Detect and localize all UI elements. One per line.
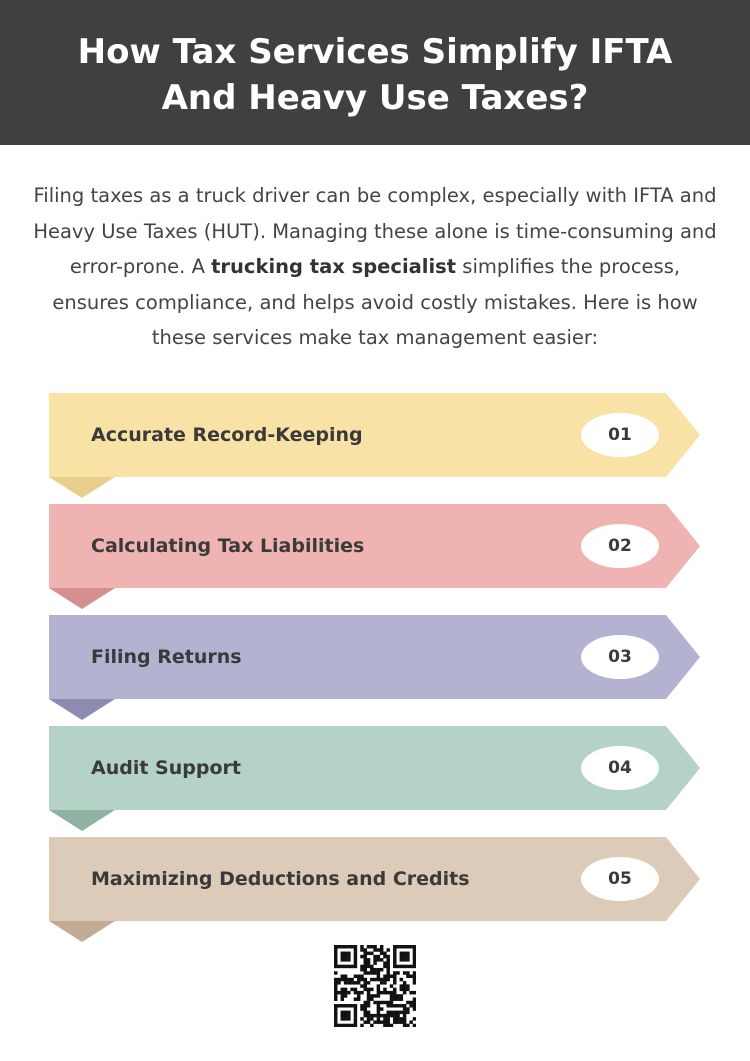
intro-link-trucking-tax-specialist[interactable]: trucking tax specialist [211,255,457,278]
step-1-number-badge: 01 [581,413,659,457]
step-4-fold-tab [49,810,115,831]
qr-code-graphic [334,945,416,1027]
header-banner [0,0,750,145]
qr-code-icon[interactable] [334,945,416,1027]
step-5-label: Maximizing Deductions and Credits [91,868,470,890]
step-5-fold-tab [49,921,115,942]
step-3-fold-tab [49,699,115,720]
step-1-fold-tab [49,477,115,498]
step-3-label: Filing Returns [91,646,242,668]
intro-paragraph [30,178,720,356]
step-1 [49,393,700,498]
intro-text-end: simplifies the process, ensures compliance, and helps avoid costly mistakes. Here is how these services make tax management easier: [52,255,698,349]
step-5 [49,837,700,942]
step-1-label: Accurate Record-Keeping [91,424,363,446]
step-3 [49,615,700,720]
step-5-number-badge: 05 [581,857,659,901]
step-2-label: Calculating Tax Liabilities [91,535,365,557]
step-3-number-badge: 03 [581,635,659,679]
intro-text-start: Filing taxes as a truck driver can be complex, especially with IFTA and Heavy Use Taxes (HUT). Managing these alone is time-consuming and error-prone. A [33,184,717,278]
step-4-number-badge: 04 [581,746,659,790]
step-4-label: Audit Support [91,757,241,779]
step-2-fold-tab [49,588,115,609]
step-4 [49,726,700,831]
step-2-number-badge: 02 [581,524,659,568]
step-2 [49,504,700,609]
page-title: How Tax Services Simplify IFTA And Heavy Use Taxes? [77,31,673,118]
